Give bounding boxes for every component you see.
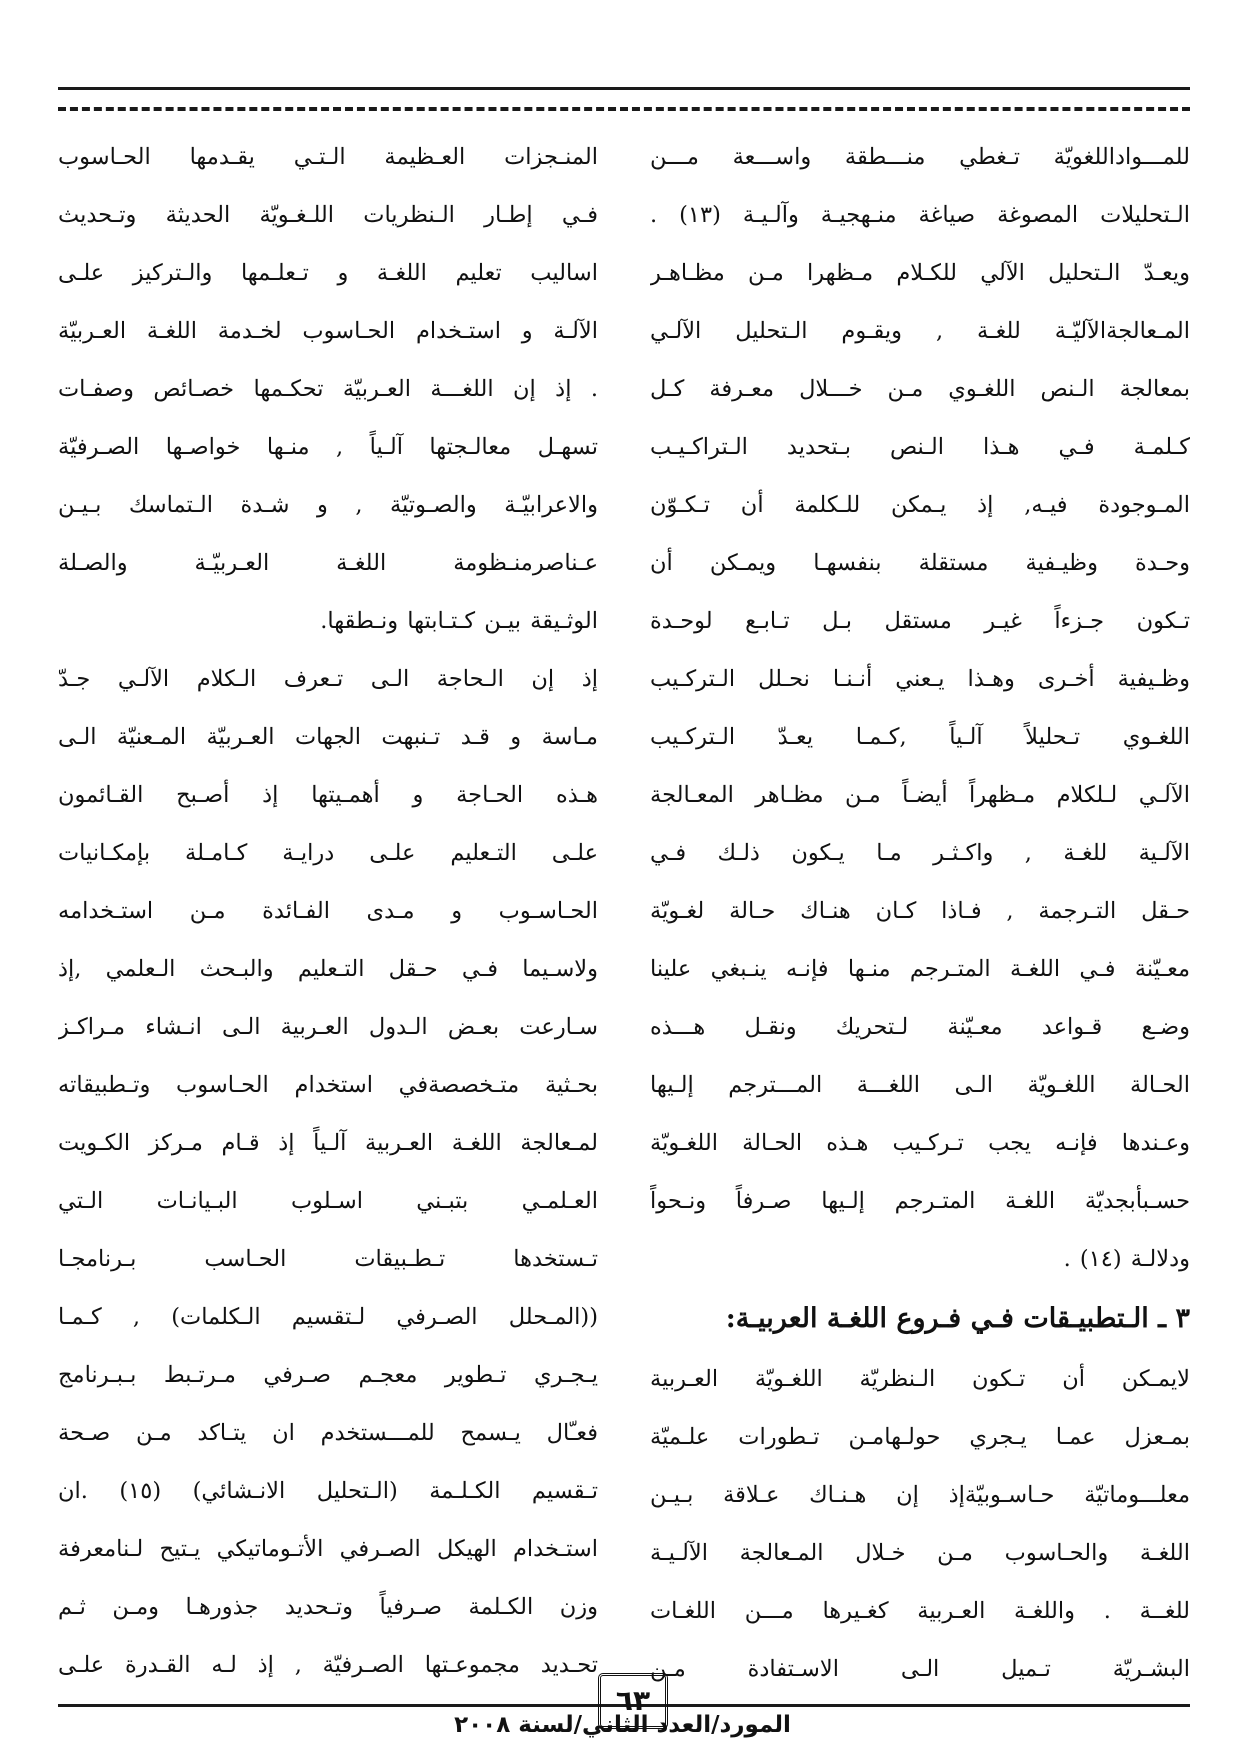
left-paragraph-2 <box>58 650 598 1694</box>
text-line: للغــة . واللغـة العـربية كغـيرها مـــن اللغـات <box>650 1598 1190 1624</box>
text-line: اللغـوي تـحليلاً آلـياً ,كـمـا يعـدّ الـتركـيب <box>650 724 1190 750</box>
text-line: تسهـل معالـجتها آلـياً , منـها خواصـها الصـرفيّة <box>58 434 598 460</box>
left-paragraph-1 <box>58 128 598 650</box>
text-line: الـتحليلات المصوغة صياغة منـهجيـة وآلـيـة (١٣) . <box>650 202 1190 228</box>
text-line: وظـيفية أخـرى وهـذا يـعني أنـنـا نحـلل الـتركـيب <box>650 666 1190 692</box>
text-line: عـناصرمنـظومة اللغـة العـربيّـة والصـلة <box>58 550 598 576</box>
text-line: هـذه الحـاجة و أهمـيتها إذ أصـبح القـائمون <box>58 782 598 808</box>
top-dashed-rule <box>58 107 1190 111</box>
text-line: المـوجودة فيـه, إذ يـمكن للـكلمة أن تـكـوّن <box>650 492 1190 518</box>
right-paragraph-1 <box>650 128 1190 1288</box>
right-paragraph-2 <box>650 1350 1190 1698</box>
text-line: ولاسـيما فـي حـقل التـعليم والبـحث الـعلمي ,إذ <box>58 956 598 982</box>
text-line: اللغـة والحـاسوب مـن خـلال المـعالجة الآلـيـة <box>650 1540 1190 1566</box>
text-line: وعـندها فإنـه يجب تـركـيب هـذه الحـالة اللغـويّة <box>650 1130 1190 1156</box>
text-line: ودلالـة (١٤) . <box>1063 1246 1190 1272</box>
text-line: فعـّال يـسمح للمـــستخدم ان يتـاكد مـن صـحة <box>58 1420 598 1446</box>
text-line: معـيّنة فـي اللغـة المتـرجم منـها فإنـه ينـبغي علينا <box>650 956 1190 982</box>
text-line: البشـريّة تـميل الـى الاسـتفادة مـن <box>650 1656 1190 1682</box>
left-column <box>58 128 598 1694</box>
top-solid-rule <box>58 87 1190 90</box>
text-line: سـارعت بعـض الـدول العـربية الـى انـشاء مـراكـز <box>58 1014 598 1040</box>
text-line: الحـاسـوب و مـدى الفـائدة مـن استـخدامه <box>58 898 598 924</box>
text-line: بحـثية متـخصصةفي استخدام الحـاسوب وتـطبيقاته <box>58 1072 598 1098</box>
text-line: علـى التـعليم علـى درايـة كـامـلة بإمكـانيات <box>58 840 598 866</box>
text-line: معلـــوماتيّة حـاسـوبيّةإذ إن هـنـاك عـلاقة بـيـن <box>650 1482 1190 1508</box>
text-line: حـقل التـرجمة , فـاذا كـان هنـاك حـالة لغـويّة <box>650 898 1190 924</box>
text-line: الآلـية للغـة , واكـثـر مـا يـكون ذلـك فـي <box>650 840 1190 866</box>
text-line: كـلمـة فـي هـذا الـنص بـتحديد الـتراكـيـب <box>650 434 1190 460</box>
text-line: ويعـدّ الـتحليل الآلي للكـلام مـظهرا مـن مظـاهـر <box>650 260 1190 286</box>
text-line: وضـع قـواعد معـيّنة لـتحريك ونقـل هـــذه <box>650 1014 1190 1040</box>
text-line: استـخدام الهيكل الصـرفي الأتـوماتيكي يـتيح لـنامعرفة <box>58 1536 598 1562</box>
text-line: وزن الكـلمة صـرفياً وتـحديد جذورهـا ومـن ثـم <box>58 1594 598 1620</box>
text-line: ((المـحلل الصـرفي لـتقسيم الـكلمات) , كـمـا <box>58 1304 598 1330</box>
text-line: المـعالجةالآليّـة للغـة , ويقـوم الـتحليل الآلـي <box>650 318 1190 344</box>
text-line: تـقسيم الكـلـمة (الـتحليل الانـشائي) (١٥) .ان <box>58 1478 598 1504</box>
text-line: بمـعزل عمـا يـجري حولـهامـن تـطورات علـميّة <box>650 1424 1190 1450</box>
text-line: يـجـري تـطوير معجـم صـرفي مـرتـبط بـبـرنامج <box>58 1362 598 1388</box>
text-line: إذ إن الـحاجة الـى تـعرف الـكلام الآلـي جـدّ <box>58 666 598 692</box>
text-line: حسـبأبجديّة اللغـة المتـرجم إلـيها صـرفاً ونـحواً <box>650 1188 1190 1214</box>
text-line: والاعرابيّـة والصـوتيّة , و شـدة الـتماسك بـيـن <box>58 492 598 518</box>
right-column <box>650 128 1190 1698</box>
text-line: الوثـيقة بيـن كـتـابتها ونـطقها. <box>320 608 598 634</box>
section-heading: ٣ ـ الـتطبيـقات فـي فـروع اللغـة العربيـة: <box>725 1303 1190 1334</box>
text-line: للمـــواداللغويّة تـغطي منـــطقة واســـعة مـــن <box>650 144 1190 170</box>
text-line: فـي إطـار الـنظريات اللـغـويّة الحديثة وتـحديث <box>58 202 598 228</box>
text-line: الآلـة و استـخدام الحـاسوب لخـدمة اللغـة العـربيّة <box>58 318 598 344</box>
text-line: اساليب تعليم اللغـة و تـعلـمها والـتركيز علـى <box>58 260 598 286</box>
text-line: الآلـي لـلكلام مـظهراً أيضـاً مـن مظـاهر المعـالجة <box>650 782 1190 808</box>
text-line: تـستخدها تـطـبيقات الحـاسب بـرنامجـا <box>58 1246 598 1272</box>
text-line: وحـدة وظيـفية مستقلة بنفسهـا ويمـكن أن <box>650 550 1190 576</box>
text-line: لايمـكن أن تـكون الـنظريّة اللغـويّة العـربية <box>650 1366 1190 1392</box>
text-line: لمـعالجة اللغـة العـربية آلـياً إذ قـام مـركز الكـويت <box>58 1130 598 1156</box>
text-line: تحـديد مجموعـتها الصـرفيّة , إذ لـه القـدرة علـى <box>58 1652 598 1678</box>
text-line: مـاسة و قـد تـنبهت الجهات العـربيّة المـعنيّة الـى <box>58 724 598 750</box>
text-line: العـلمـي بتبـني اسـلوب البـيانـات الـتي <box>58 1188 598 1214</box>
page-number: ٦٣ <box>598 1673 668 1729</box>
text-line: الحـالة اللغـويّة الـى اللغـــة المـــترجم إلـيها <box>650 1072 1190 1098</box>
text-line: تـكون جـزءاً غيـر مستقل بـل تـابـع لوحـدة <box>650 608 1190 634</box>
text-line: . إذ إن اللغـــة العـربيّة تحكـمها خصـائص وصفـات <box>58 376 598 402</box>
journal-footer: المورد/العدد الثاني/لسنة ٢٠٠٨ <box>454 1712 791 1738</box>
text-line: المنـجزات العـظيمة الـتـي يقـدمها الحـاسوب <box>58 144 598 170</box>
text-line: بمعالجة الـنص اللغـوي مـن خـــلال معـرفة كـل <box>650 376 1190 402</box>
